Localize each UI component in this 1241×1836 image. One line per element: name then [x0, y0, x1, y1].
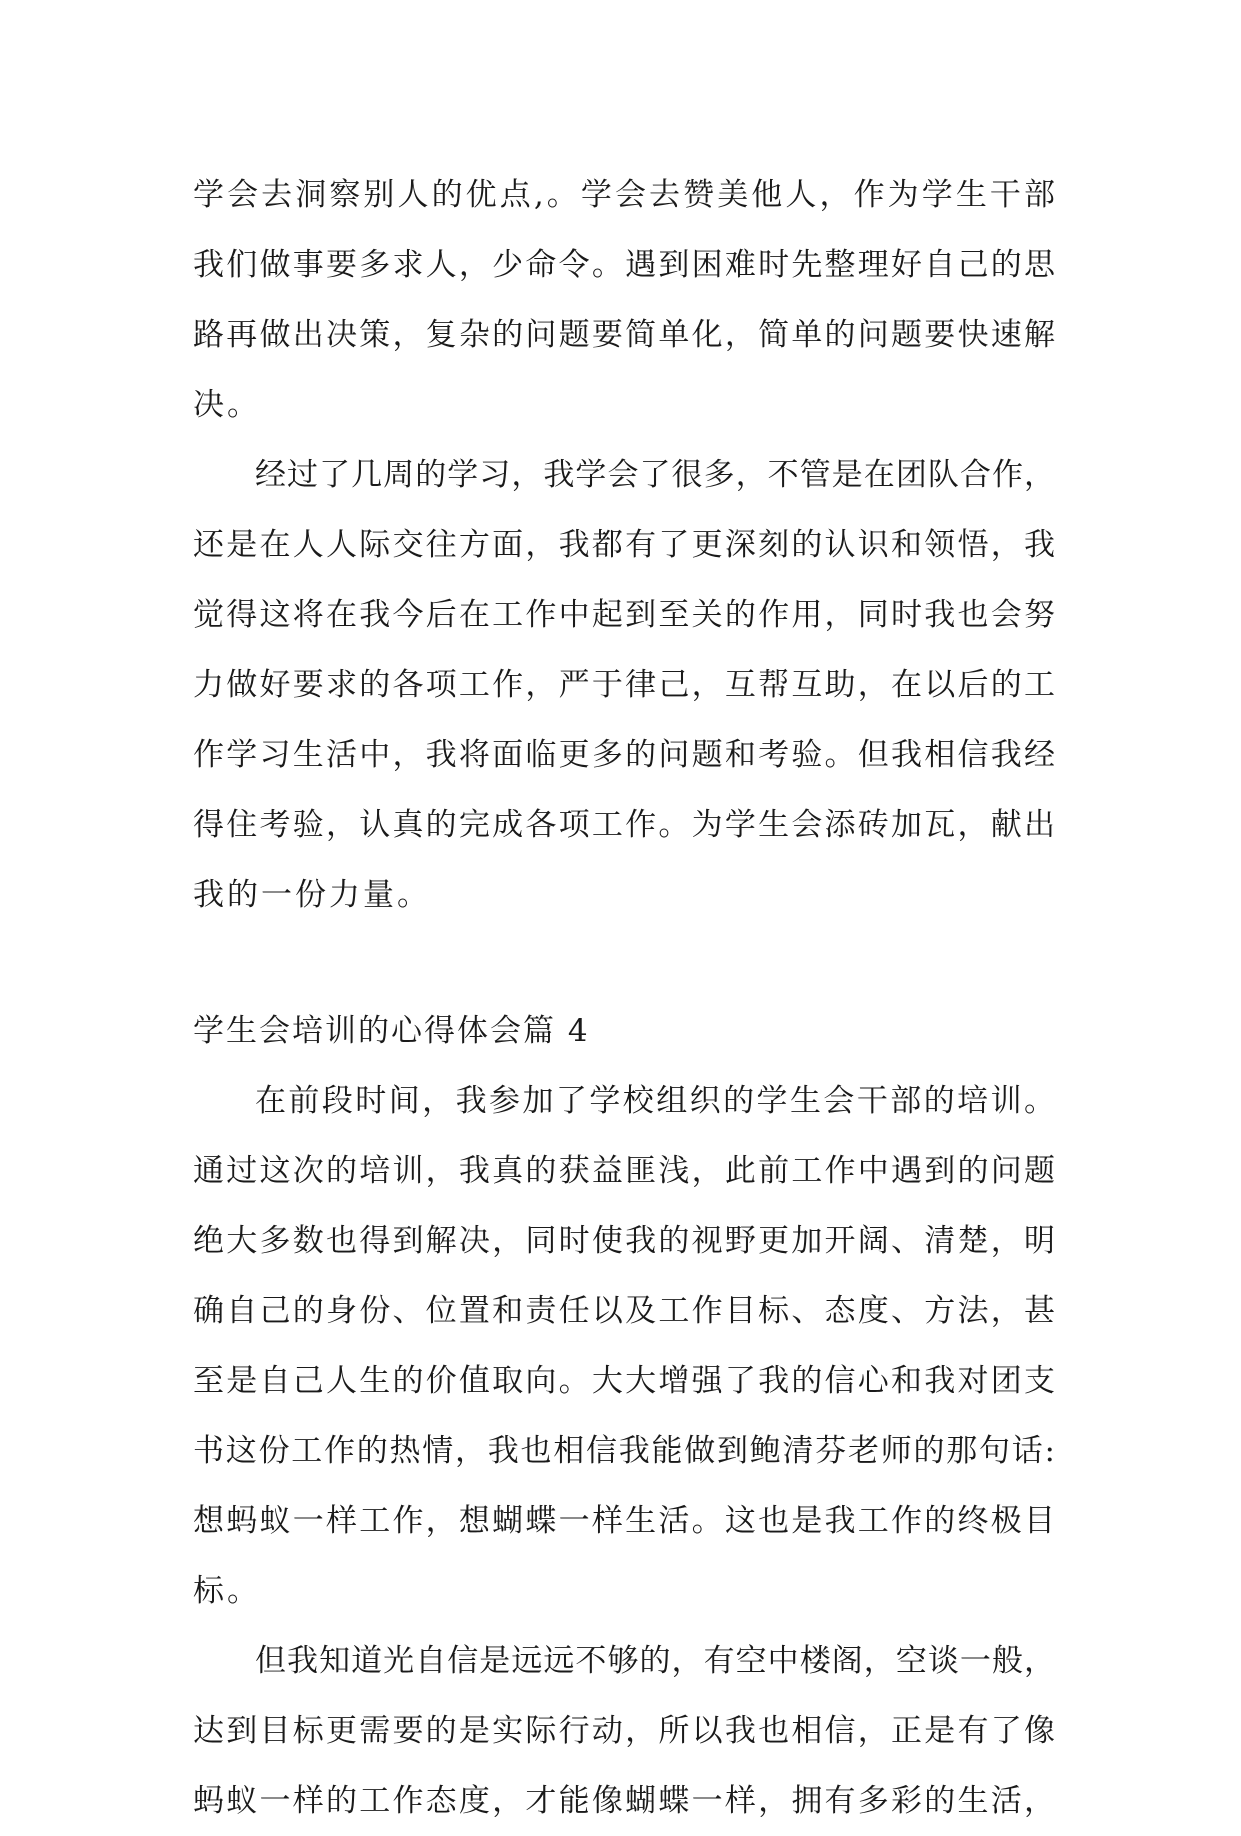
section-spacer — [193, 930, 1055, 996]
text-line: 至是自己人生的价值取向。大大增强了我的信心和我对团支 — [193, 1363, 1055, 1399]
text-line: 想蚂蚁一样工作，想蝴蝶一样生活。这也是我工作的终极目 — [193, 1503, 1055, 1539]
text-line: 但我知道光自信是远远不够的，有空中楼阁，空谈一般， — [255, 1643, 1055, 1679]
paragraph — [193, 1066, 1055, 1626]
section-heading: 学生会培训的心得体会篇 4 — [193, 1013, 590, 1049]
text-line: 我们做事要多求人，少命令。遇到困难时先整理好自己的思 — [193, 247, 1055, 283]
text-line: 路再做出决策，复杂的问题要简单化，简单的问题要快速解 — [193, 317, 1055, 353]
text-line: 在前段时间，我参加了学校组织的学生会干部的培训。 — [255, 1083, 1055, 1119]
text-line: 力做好要求的各项工作，严于律己，互帮互助，在以后的工 — [193, 667, 1055, 703]
paragraph — [193, 1626, 1055, 1836]
text-line: 我的一份力量。 — [193, 877, 431, 913]
text-line: 标。 — [193, 1573, 261, 1609]
text-line: 学会去洞察别人的优点,。学会去赞美他人，作为学生干部 — [193, 177, 1055, 213]
text-line: 达到目标更需要的是实际行动，所以我也相信，正是有了像 — [193, 1713, 1055, 1749]
document-body — [193, 160, 1055, 1836]
text-line: 经过了几周的学习，我学会了很多，不管是在团队合作， — [255, 457, 1055, 493]
paragraph — [193, 160, 1055, 440]
text-line: 觉得这将在我今后在工作中起到至关的作用，同时我也会努 — [193, 597, 1055, 633]
text-line: 蚂蚁一样的工作态度，才能像蝴蝶一样，拥有多彩的生活， — [193, 1783, 1055, 1819]
text-line: 确自己的身份、位置和责任以及工作目标、态度、方法，甚 — [193, 1293, 1055, 1329]
text-line: 绝大多数也得到解决，同时使我的视野更加开阔、清楚，明 — [193, 1223, 1055, 1259]
paragraph — [193, 440, 1055, 930]
text-line: 通过这次的培训，我真的获益匪浅，此前工作中遇到的问题 — [193, 1153, 1055, 1189]
text-line: 作学习生活中，我将面临更多的问题和考验。但我相信我经 — [193, 737, 1055, 773]
text-line: 得住考验，认真的完成各项工作。为学生会添砖加瓦，献出 — [193, 807, 1055, 843]
text-line: 还是在人人际交往方面，我都有了更深刻的认识和领悟，我 — [193, 527, 1055, 563]
text-line: 书这份工作的热情，我也相信我能做到鲍清芬老师的那句话: — [193, 1433, 1055, 1469]
text-line: 决。 — [193, 387, 261, 423]
